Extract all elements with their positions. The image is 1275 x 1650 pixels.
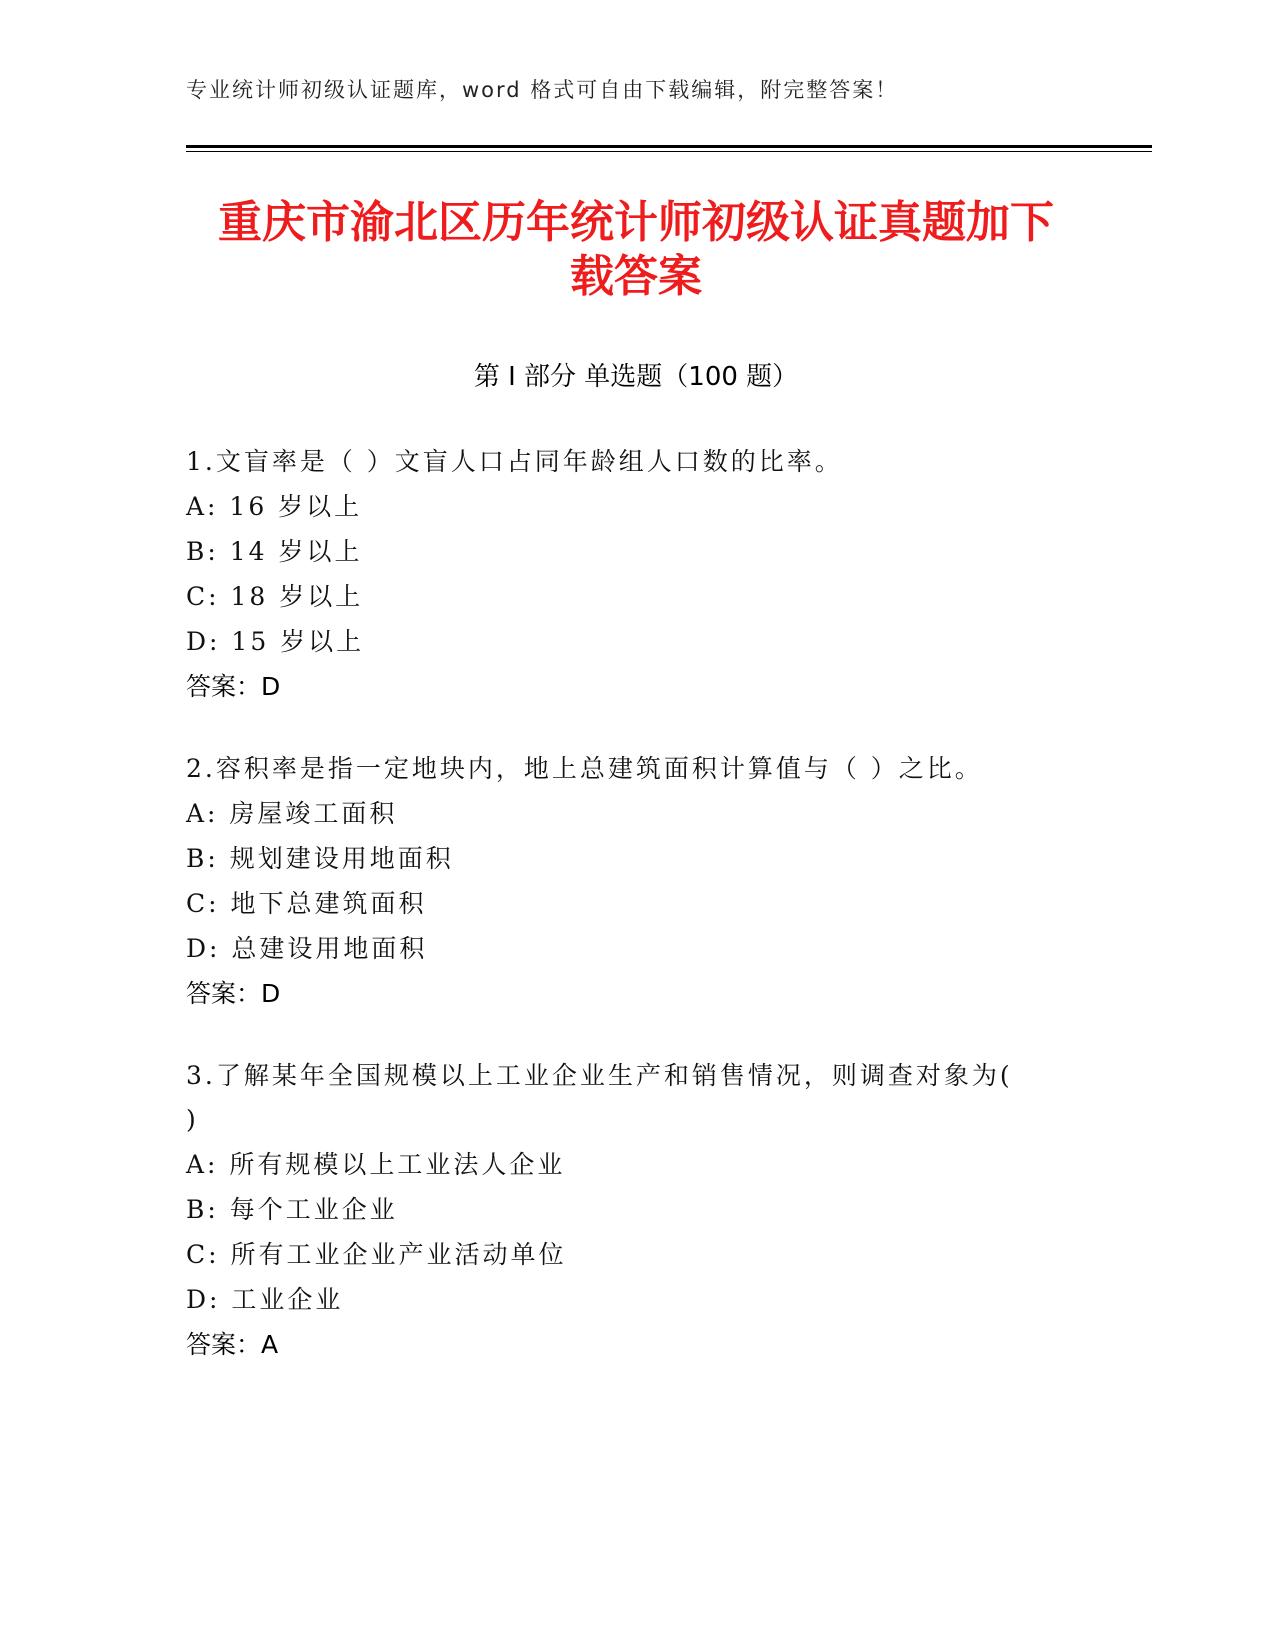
option-c: C: 地下总建筑面积 — [186, 889, 427, 918]
document-title — [186, 196, 1086, 304]
header-rule-thin — [186, 151, 1152, 152]
question-3 — [186, 1054, 1086, 1367]
document-title-line-2: 载答案 — [570, 251, 702, 302]
question-1 — [186, 440, 1086, 709]
option-d: D: 总建设用地面积 — [186, 934, 428, 963]
question-stem: 3.了解某年全国规模以上工业企业生产和销售情况，则调查对象为( ) — [186, 1061, 1013, 1134]
option-d: D: 15 岁以上 — [186, 627, 365, 656]
answer: 答案：D — [186, 979, 281, 1008]
option-c: C: 所有工业企业产业活动单位 — [186, 1240, 567, 1269]
page-header-text: 专业统计师初级认证题库，word 格式可自由下载编辑，附完整答案！ — [186, 78, 899, 102]
option-a: A: 16 岁以上 — [186, 492, 363, 521]
header-rule-thick — [186, 145, 1152, 148]
option-b: B: 14 岁以上 — [186, 537, 363, 566]
section-title: 第 I 部分 单选题（100 题） — [473, 362, 799, 392]
option-b: B: 每个工业企业 — [186, 1195, 398, 1224]
answer: 答案：D — [186, 672, 281, 701]
document-title-line-1: 重庆市渝北区历年统计师初级认证真题加下 — [218, 197, 1054, 248]
option-d: D: 工业企业 — [186, 1285, 344, 1314]
option-a: A: 所有规模以上工业法人企业 — [186, 1150, 566, 1179]
option-a: A: 房屋竣工面积 — [186, 799, 398, 828]
option-b: B: 规划建设用地面积 — [186, 844, 454, 873]
question-list — [186, 440, 1086, 1405]
question-stem: 2.容积率是指一定地块内，地上总建筑面积计算值与（ ）之比。 — [186, 754, 983, 783]
question-2 — [186, 747, 1086, 1016]
answer: 答案：A — [186, 1330, 279, 1359]
question-stem: 1.文盲率是（ ）文盲人口占同年龄组人口数的比率。 — [186, 447, 843, 476]
option-c: C: 18 岁以上 — [186, 582, 364, 611]
